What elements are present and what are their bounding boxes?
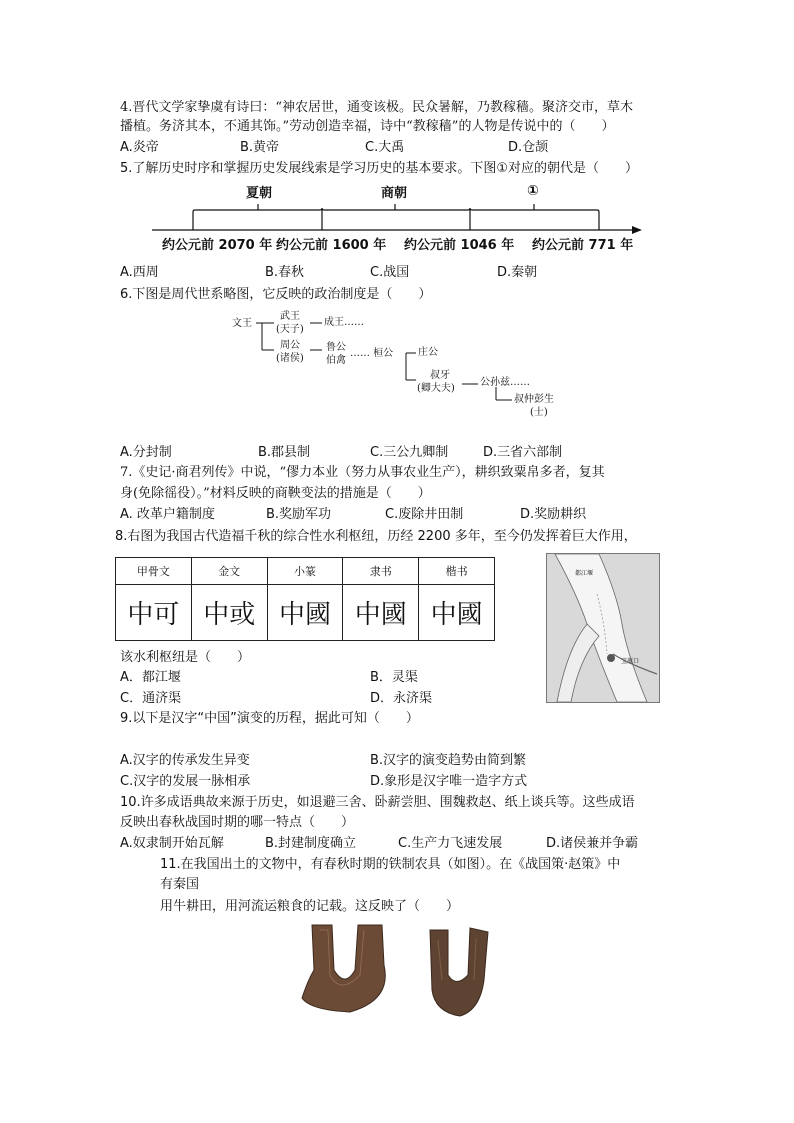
table-header-seal: 小篆 xyxy=(267,558,343,585)
q5-option-b[interactable]: B.春秋 xyxy=(265,265,305,280)
q9-option-c[interactable]: C.汉字的发展一脉相承 xyxy=(120,774,251,789)
q7-line1: 7.《史记·商君列传》中说，“僇力本业（努力从事农业生产），耕织致粟帛多者，复其 xyxy=(120,465,605,480)
dujiangyan-map xyxy=(546,553,660,703)
table-header-regular: 楷书 xyxy=(419,558,495,585)
map-label-baopingkou: 宝瓶口 xyxy=(621,658,640,665)
q4-option-d[interactable]: D.仓颉 xyxy=(508,140,549,155)
glyph-seal: 中國 xyxy=(267,585,343,641)
q8-stem: 8.右图为我国古代造福千秋的综合性水利枢纽，历经 2200 多年，至今仍发挥着巨大作用， xyxy=(115,529,637,544)
q10-option-b[interactable]: B.封建制度确立 xyxy=(265,836,357,851)
q8-option-d[interactable]: D．永济渠 xyxy=(370,691,433,706)
q7-option-b[interactable]: B.奖励军功 xyxy=(266,507,332,522)
q10-line1: 10.许多成语典故来源于历史，如退避三舍、卧薪尝胆、围魏救赵、纸上谈兵等。这些成语 xyxy=(120,795,635,810)
q7-line2: 身(免除徭役）。”材料反映的商鞅变法的措施是（ ） xyxy=(120,486,431,501)
q10-option-a[interactable]: A.奴隶制开始瓦解 xyxy=(120,836,224,851)
q4-line1: 4.晋代文学家挚虞有诗曰：“神农居世，通变该极。民众暑解，乃教稼穑。聚济交市，草木 xyxy=(120,100,634,115)
tree-zhuhou: (诸侯) xyxy=(276,353,304,364)
tree-gongsun: 公孙兹…… xyxy=(480,377,530,388)
tree-lugong: 鲁公 xyxy=(326,342,346,353)
q8-option-a[interactable]: A．都江堰 xyxy=(120,670,181,685)
q9-option-d[interactable]: D.象形是汉字唯一造字方式 xyxy=(370,774,528,789)
chinese-character-evolution-table xyxy=(115,557,495,641)
glyph-regular: 中國 xyxy=(419,585,495,641)
q10-option-d[interactable]: D.诸侯兼并争霸 xyxy=(546,836,639,851)
q4-option-b[interactable]: B.黄帝 xyxy=(240,140,280,155)
tree-wenwang: 文王 xyxy=(232,318,252,329)
q6-option-b[interactable]: B.郡县制 xyxy=(258,445,311,460)
tree-chengwang: 成王…… xyxy=(324,317,364,328)
glyph-bronze: 中或 xyxy=(191,585,267,641)
q5-option-a[interactable]: A.西周 xyxy=(120,265,159,280)
q6-stem: 6.下图是周代世系略图，它反映的政治制度是（ ） xyxy=(120,287,432,302)
tree-boqin: 伯禽 xyxy=(326,355,346,366)
timeline-period-1: ① xyxy=(527,183,539,199)
q9-stem: 9.以下是汉字“中国”演变的历程，据此可知（ ） xyxy=(120,711,419,726)
q7-option-c[interactable]: C.废除井田制 xyxy=(385,507,464,522)
q6-option-c[interactable]: C.三公九卿制 xyxy=(370,445,449,460)
timeline-period-shang: 商朝 xyxy=(381,186,408,201)
tree-zhougong: 周公 xyxy=(280,340,300,351)
tree-shi: (士) xyxy=(530,407,548,418)
q7-option-d[interactable]: D.奖励耕织 xyxy=(520,507,587,522)
q4-line2: 播植。务济其本，不通其饰。”劳动创造幸福，诗中“教稼穑”的人物是传说中的（ ） xyxy=(120,119,615,134)
q8-option-c[interactable]: C．通济渠 xyxy=(120,691,182,706)
q4-option-a[interactable]: A.炎帝 xyxy=(120,140,159,155)
tree-wuwang: 武王 xyxy=(280,311,300,322)
q10-line2: 反映出春秋战国时期的哪一特点（ ） xyxy=(120,815,355,830)
iron-hoe-icon xyxy=(300,920,500,1020)
q11-line3: 用牛耕田，用河流运粮食的记载。这反映了（ ） xyxy=(160,899,460,914)
q6-lineage-diagram xyxy=(0,305,794,435)
q8-option-b[interactable]: B．灵渠 xyxy=(370,670,418,685)
q4-option-c[interactable]: C.大禹 xyxy=(365,140,405,155)
q9-option-a[interactable]: A.汉字的传承发生异变 xyxy=(120,753,250,768)
timeline-period-xia: 夏朝 xyxy=(246,186,273,201)
timeline-date-1600: 约公元前 1600 年 xyxy=(276,238,387,253)
timeline-date-771: 约公元前 771 年 xyxy=(532,238,634,253)
q5-option-d[interactable]: D.秦朝 xyxy=(497,265,538,280)
iron-farm-tools-image xyxy=(300,920,500,1020)
q6-option-a[interactable]: A.分封制 xyxy=(120,445,172,460)
q10-option-c[interactable]: C.生产力飞速发展 xyxy=(398,836,503,851)
tree-tianzi: (天子) xyxy=(276,324,304,335)
glyph-clerical: 中國 xyxy=(343,585,419,641)
tree-shuzhong: 叔仲彭生 xyxy=(514,394,554,405)
q8-stem-2: 该水利枢纽是（ ） xyxy=(120,650,251,665)
timeline-date-1046: 约公元前 1046 年 xyxy=(404,238,515,253)
tree-shuya: 叔牙 xyxy=(430,370,450,381)
table-header-oracle: 甲骨文 xyxy=(116,558,192,585)
river-map-icon xyxy=(547,554,659,702)
glyph-oracle: 中可 xyxy=(116,585,192,641)
timeline-date-2070: 约公元前 2070 年 xyxy=(162,238,273,253)
map-label-dujiangyan: 都江堰 xyxy=(575,570,594,577)
table-header-clerical: 隶书 xyxy=(343,558,419,585)
q9-option-b[interactable]: B.汉字的演变趋势由简到繁 xyxy=(370,753,527,768)
q6-option-d[interactable]: D.三省六部制 xyxy=(483,445,563,460)
q5-stem: 5.了解历史时序和掌握历史发展线索是学习历史的基本要求。下图①对应的朝代是（ ） xyxy=(120,161,639,176)
q5-option-c[interactable]: C.战国 xyxy=(370,265,410,280)
q7-option-a[interactable]: A. 改革户籍制度 xyxy=(120,507,215,522)
q11-line1: 11.在我国出土的文物中，有春秋时期的铁制农具（如图）。在《战国策·赵策》中 xyxy=(160,857,621,872)
tree-zhuanggong: 庄公 xyxy=(418,347,438,358)
table-header-bronze: 金文 xyxy=(191,558,267,585)
q11-line2: 有秦国 xyxy=(160,877,200,892)
tree-huangong: …… 桓公 xyxy=(350,348,394,359)
tree-qingdafu: (卿大夫) xyxy=(417,383,455,394)
